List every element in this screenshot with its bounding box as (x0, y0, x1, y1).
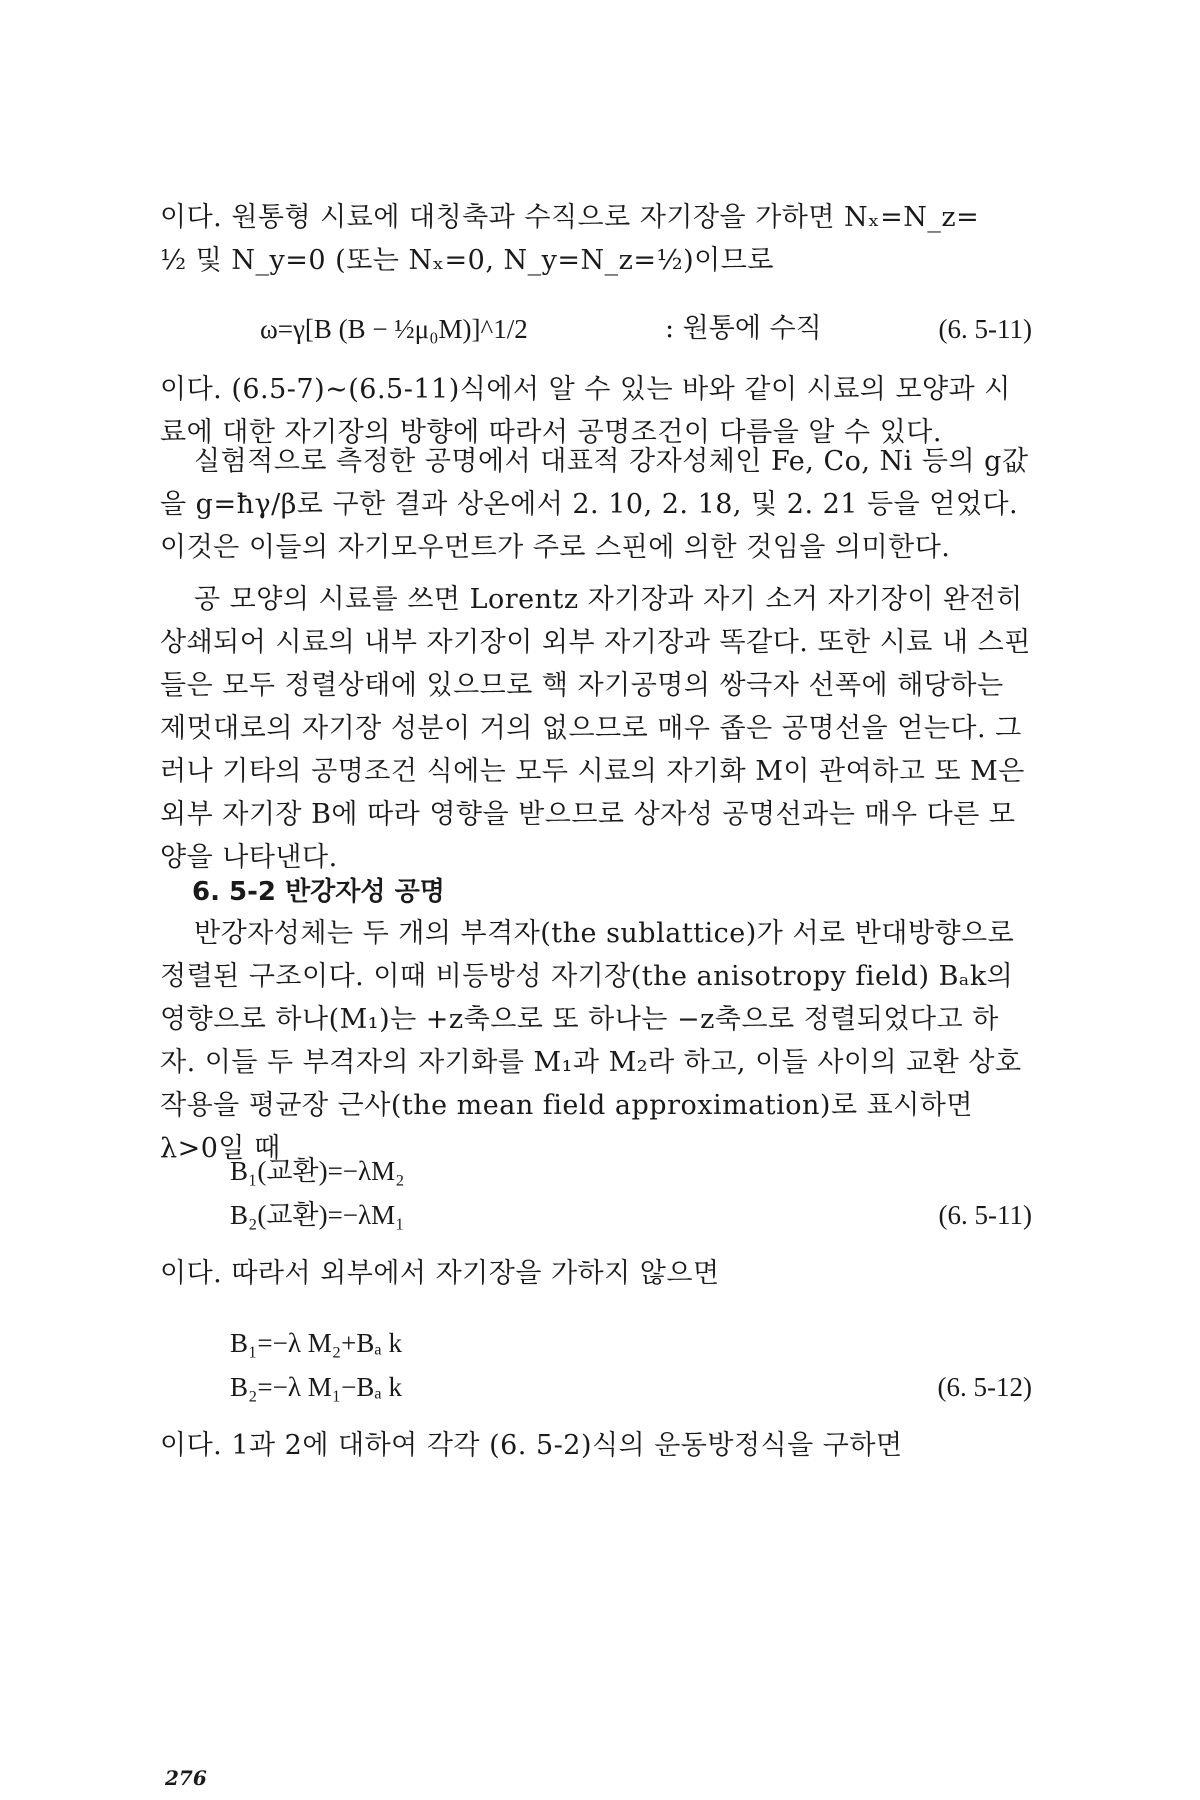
antiferro-paragraph (160, 912, 1032, 1170)
last-paragraph (160, 1424, 1032, 1467)
equation-exchange-line-2 (160, 1192, 1032, 1238)
last-text: 이다. 1과 2에 대하여 각각 (6. 5-2)식의 운동방정식을 구하면 (160, 1430, 903, 1461)
intro-paragraph (160, 196, 1032, 282)
section-heading (192, 872, 992, 912)
gvalues-text: 실험적으로 측정한 공명에서 대표적 강자성체인 Fe, Co, Ni 등의 g값을 g=ħγ/β로 구한 결과 상온에서 2. 10, 2. 18, 및 2. 21 등을 얻었다. 이것은 이들의 자기모우먼트가 주로 스핀에 의한 것임을 의미한다. (160, 446, 1029, 563)
exchange-eq-1: B₁(교환)=−λM₂ (230, 1156, 405, 1186)
noext-text: 이다. 따라서 외부에서 자기장을 가하지 않으면 (160, 1258, 720, 1289)
equation-exchange-line-1 (160, 1148, 1032, 1194)
intro-line-2: ½ 및 N_y=0 (또는 Nₓ=0, N_y=N_z=½)이므로 (160, 245, 774, 276)
gvalues-paragraph (160, 440, 1032, 569)
equation-6-5-12-line-1 (160, 1320, 1032, 1366)
equation-condition: : 원통에 수직 (665, 313, 822, 344)
sphere-paragraph (160, 578, 1032, 879)
exchange-eq-2: B₂(교환)=−λM₁ (230, 1200, 405, 1230)
intro-line-1: 이다. 원통형 시료에 대칭축과 수직으로 자기장을 가하면 Nₓ=N_z= (160, 202, 980, 233)
equation-6-5-12-line-2 (160, 1364, 1032, 1410)
exchange-eq-number: (6. 5-11) (938, 1200, 1032, 1230)
page-number: 276 (165, 1766, 207, 1790)
section-title: 반강자성 공명 (285, 877, 445, 907)
antiferro-text: 반강자성체는 두 개의 부격자(the sublattice)가 서로 반대방향으로 정렬된 구조이다. 이때 비등방성 자기장(the anisotropy field) Bₐk의 영향으로 하나(M₁)는 +z축으로 또 하나는 −z축으로 정렬되었다고 하자. 이들 두 부격자의 자기화를 M₁과 M₂라 하고, 이들 사이의 교환 상호작용을 평균장 근사(the mean field approximation)로 표시하면 λ>0일 때 (160, 918, 1022, 1164)
eq-6-5-12-number: (6. 5-12) (937, 1372, 1032, 1402)
equation-number: (6. 5-11) (938, 314, 1032, 344)
equation-6-5-11-cylinder (160, 306, 1032, 352)
equation-body: ω=γ[B (B − ½μ₀M)]^1/2 (260, 314, 528, 344)
sphere-text: 공 모양의 시료를 쓰면 Lorentz 자기장과 자기 소거 자기장이 완전히 상쇄되어 시료의 내부 자기장이 외부 자기장과 똑같다. 또한 시료 내 스핀들은 모두 정렬상태에 있으므로 핵 자기공명의 쌍극자 선폭에 해당하는 제멋대로의 자기장 성분이 거의 없으므로 매우 좁은 공명선을 얻는다. 그러나 기타의 공명조건 식에는 모두 시료의 자기화 M이 관여하고 또 M은 외부 자기장 B에 따라 영향을 받으므로 상자성 공명선과는 매우 다른 모양을 나타낸다. (160, 584, 1031, 873)
section-number: 6. 5-2 (192, 877, 276, 907)
noext-paragraph (160, 1252, 1032, 1295)
compare-text: 이다. (6.5-7)∼(6.5-11)식에서 알 수 있는 바와 같이 시료의 모양과 시료에 대한 자기장의 방향에 따라서 공명조건이 다름을 알 수 있다. (160, 374, 1011, 448)
eq-6-5-12-2: B₂=−λ M₁−Bₐ k (230, 1372, 403, 1402)
eq-6-5-12-1: B₁=−λ M₂+Bₐ k (230, 1328, 403, 1358)
